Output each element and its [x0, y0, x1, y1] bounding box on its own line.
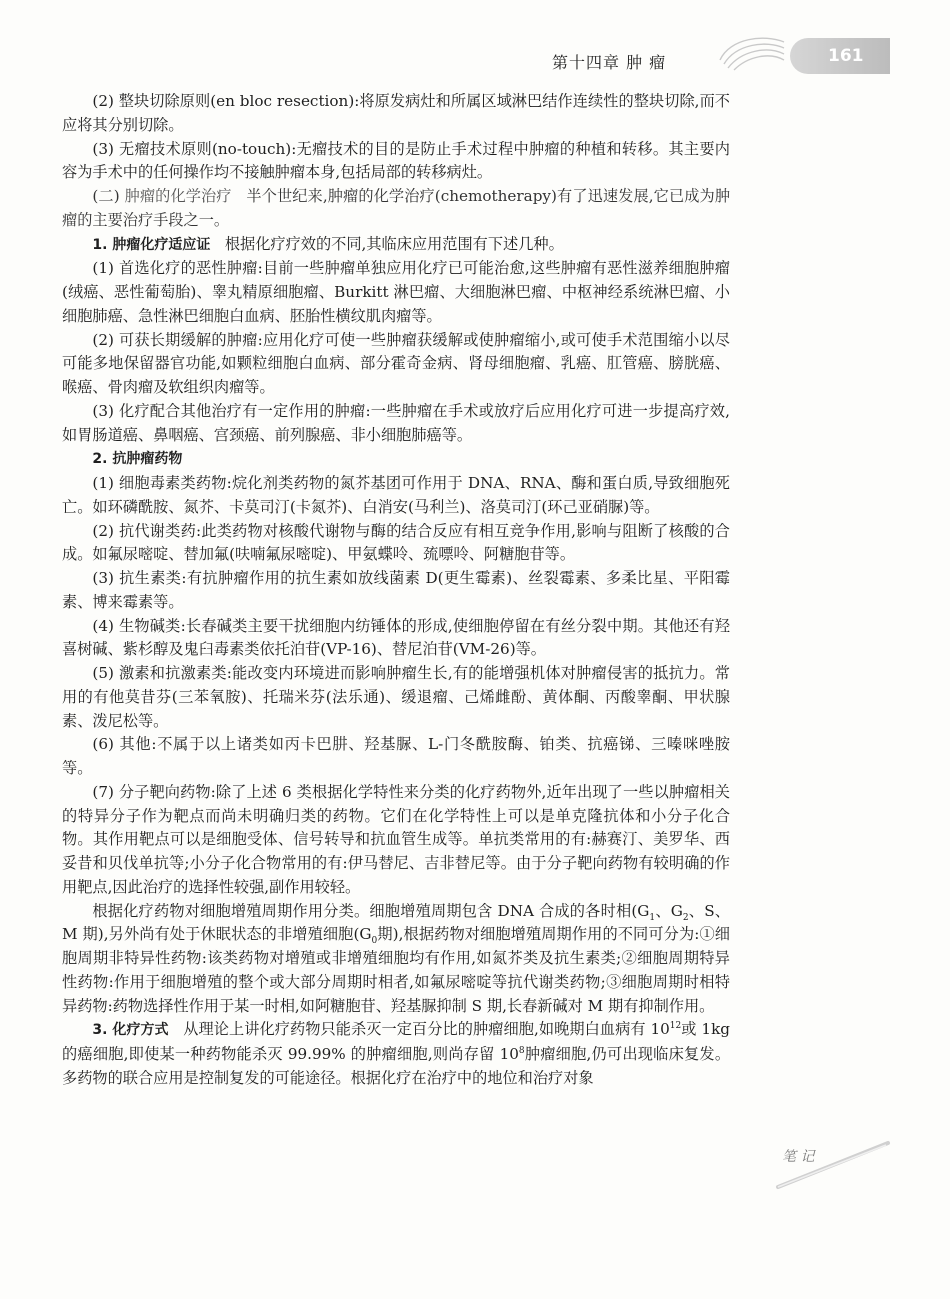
text-run: 、S、M 期),另外尚有处于休眠状态的非增殖细胞(G [62, 901, 730, 944]
paragraph-en-bloc: (2) 整块切除原则(en bloc resection):将原发病灶和所属区域淋巴结作连续性的整块切除,而不应将其分别切除。 [62, 92, 730, 134]
drug-item: (7) 分子靶向药物:除了上述 6 类根据化学特性来分类的化疗药物外,近年出现了一些以肿瘤相关的特异分子作为靶点而尚未明确归类的药物。它们在化学特性上可以是单克隆抗体和小分子化合物。其作用靶点可以是细胞受体、信号转导和抗血管生成等。单抗类常用的有:赫赛汀、美罗华、西妥昔和贝伐单抗等;小分子化合物常用的有:伊马替尼、吉非替尼等。由于分子靶向药物有较明确的作用靶点,因此治疗的选择性较强,副作用较轻。 [62, 782, 730, 896]
notes-label: 笔 记 [782, 1149, 815, 1165]
subsection-heading: 1. 肿瘤化疗适应证 [92, 236, 211, 253]
section-title: 肿瘤的化学治疗 [124, 187, 232, 205]
subscript: 2 [682, 912, 689, 923]
text-run: 、G [655, 901, 683, 920]
page-number: 161 [828, 46, 864, 66]
section-text: 半个世纪来,肿瘤的化学治疗(chemotherapy)有了迅速发展,它已成为肿瘤的主要治疗手段之一。 [62, 187, 731, 229]
page-header [0, 0, 950, 80]
subscript: 1 [649, 912, 656, 923]
chapter-title: 第十四章 肿 瘤 [552, 53, 667, 72]
subsection-text: 根据化疗疗效的不同,其临床应用范围有下述几种。 [224, 234, 564, 253]
drug-item: (4) 生物碱类:长春碱类主要干扰细胞内纺锤体的形成,使细胞停留在有丝分裂中期。其他还有羟喜树碱、紫杉醇及鬼臼毒素类依托泊苷(VP-16)、替尼泊苷(VM-26)等。 [62, 616, 730, 659]
subsection-heading: 3. 化疗方式 [92, 1022, 169, 1039]
swirl-decoration-icon [714, 30, 788, 74]
text-run: 根据化疗药物对细胞增殖周期作用分类。细胞增殖周期包含 DNA 合成的各时相(G [92, 901, 650, 920]
drug-item: (1) 细胞毒素类药物:烷化剂类药物的氮芥基团可作用于 DNA、RNA、酶和蛋白质,导致细胞死亡。如环磷酰胺、氮芥、卡莫司汀(卡氮芥)、白消安(马利兰)、洛莫司汀(环己亚硝脲)等。 [62, 474, 730, 516]
drug-item: (5) 激素和抗激素类:能改变内环境进而影响肿瘤生长,有的能增强机体对肿瘤侵害的抵抗力。常用的有他莫昔芬(三苯氧胺)、托瑞米芬(法乐通)、缓退瘤、己烯雌酚、黄体酮、丙酸睾酮、甲状腺素、泼尼松等。 [62, 664, 730, 730]
drug-item: (3) 抗生素类:有抗肿瘤作用的抗生素如放线菌素 D(更生霉素)、丝裂霉素、多柔比星、平阳霉素、博来霉素等。 [62, 569, 730, 611]
subsection-regimen [62, 1018, 730, 1090]
drug-item: (2) 抗代谢类药:此类药物对核酸代谢物与酶的结合反应有相互竞争作用,影响与阻断了核酸的合成。如氟尿嘧啶、替加氟(呋喃氟尿嘧啶)、甲氨蝶呤、巯嘌呤、阿糖胞苷等。 [62, 521, 730, 564]
paragraph-no-touch: (3) 无瘤技术原则(no-touch):无瘤技术的目的是防止手术过程中肿瘤的种植和转移。其主要内容为手术中的任何操作均不接触肿瘤本身,包括局部的转移病灶。 [62, 139, 730, 182]
superscript: 8 [518, 1045, 525, 1056]
text-run: 肿瘤细胞,仍可出现临床复发。多药物的联合应用是控制复发的可能途径。根据化疗在治疗中的地位和治疗对象 [62, 1045, 731, 1087]
indication-item: (1) 首选化疗的恶性肿瘤:目前一些肿瘤单独应用化疗已可能治愈,这些肿瘤有恶性滋养细胞肿瘤(绒癌、恶性葡萄胎)、睾丸精原细胞瘤、Burkitt 淋巴瘤、大细胞淋巴瘤、中枢神经系统淋巴瘤、小细胞肺癌、急性淋巴细胞白血病、胚胎性横纹肌肉瘤等。 [62, 259, 730, 325]
text-run: 或 1kg 的癌细胞,即使某一种药物能杀灭 99.99% 的肿瘤细胞,则尚存留 10 [62, 1020, 731, 1063]
text-run: 期),根据药物对细胞增殖周期作用的不同可分为:①细胞周期非特异性药物:该类药物对增殖或非增殖细胞均有作用,如氮芥类及抗生素类;②细胞周期特异性药物:作用于细胞增殖的整个或大部分周期时相者,如氟尿嘧啶等抗代谢类药物;③细胞周期时相特异药物:药物选择性作用于某一时相,如阿糖胞苷、羟基脲抑制 S 期,长春新碱对 M 期有抑制作用。 [62, 925, 730, 1015]
subscript: 0 [371, 936, 378, 947]
body-text [62, 90, 730, 1091]
indication-item: (2) 可获长期缓解的肿瘤:应用化疗可使一些肿瘤获缓解或使肿瘤缩小,或可使手术范围缩小以尽可能多地保留器官功能,如颗粒细胞白血病、部分霍奇金病、肾母细胞瘤、乳癌、肛管癌、膀胱癌、喉癌、骨肉瘤及软组织肉瘤等。 [62, 330, 730, 396]
indication-item: (3) 化疗配合其他治疗有一定作用的肿瘤:一些肿瘤在手术或放疗后应用化疗可进一步提高疗效,如胃肠道癌、鼻咽癌、宫颈癌、前列腺癌、非小细胞肺癌等。 [62, 401, 730, 444]
subsection-indications [62, 233, 730, 258]
drug-item: (6) 其他:不属于以上诸类如丙卡巴肼、羟基脲、L-门冬酰胺酶、铂类、抗癌锑、三嗪咪唑胺等。 [62, 735, 730, 777]
superscript: 12 [669, 1021, 682, 1032]
paragraph-cell-cycle [62, 900, 730, 1019]
subsection-drugs [62, 447, 730, 472]
text-run: 从理论上讲化疗药物只能杀灭一定百分比的肿瘤细胞,如晚期白血病有 10 [183, 1020, 670, 1039]
section-chemotherapy [62, 185, 730, 233]
subsection-heading: 2. 抗肿瘤药物 [92, 451, 183, 468]
section-label: (二) [92, 187, 120, 205]
